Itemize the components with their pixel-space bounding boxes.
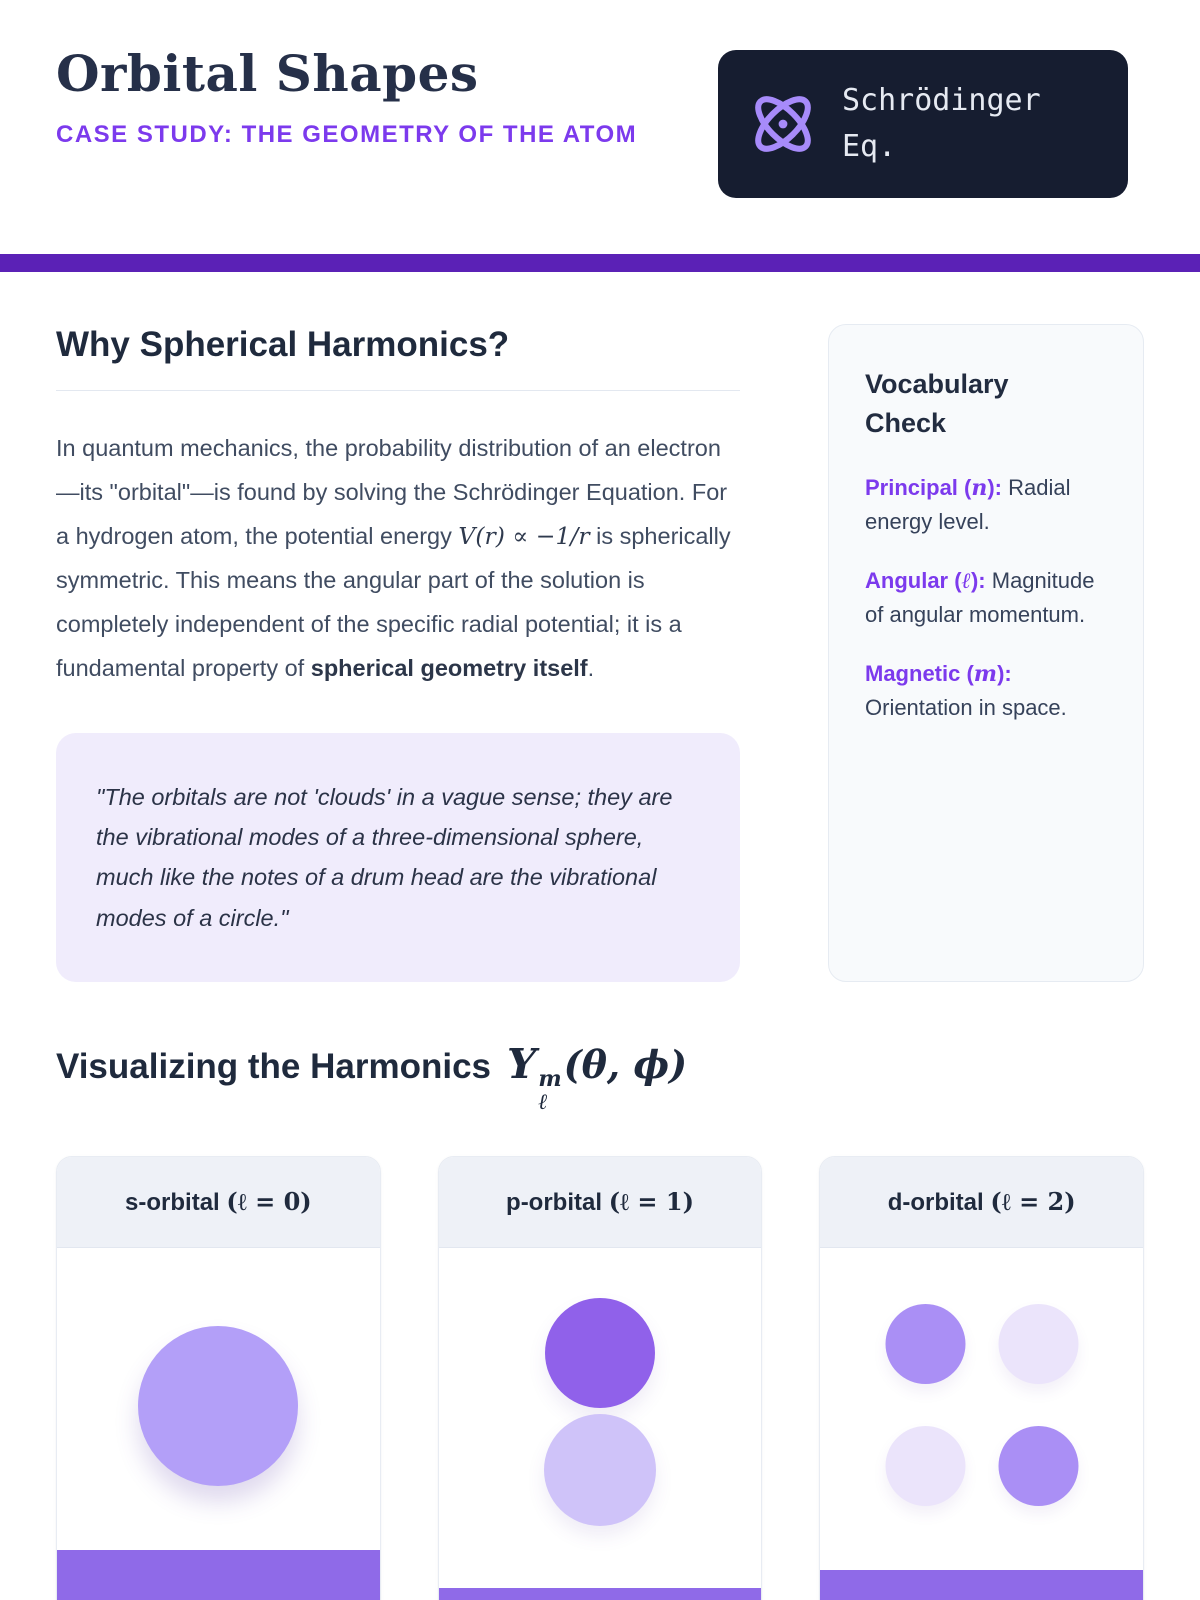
accent-divider-bar <box>0 254 1200 272</box>
section-heading-why-spherical-harmonics: Why Spherical Harmonics? <box>56 325 510 364</box>
card-s-orbital-title: s-orbital (ℓ = 0) <box>57 1157 380 1248</box>
intro-paragraph: In quantum mechanics, the probability distribution of an electron—its "orbital"—is found by solving the Schrödinger Equation. For a hydrogen atom, the potential energy V(r) ∝ −1/r is spherically symmetric. This means the angular part of the solution is completely independent of the specific radial potential; it is a fundamental property of spherical geometry itself. <box>56 435 731 681</box>
symbol-n: n <box>971 475 988 502</box>
vocab-entry-magnetic: Magnetic (m): Orientation in space. <box>865 661 1067 721</box>
card-footer-accent <box>439 1588 762 1600</box>
card-p-orbital-diagram <box>439 1248 762 1600</box>
main-content <box>0 324 1200 982</box>
atom-icon <box>750 91 816 157</box>
quote-block: "The orbitals are not 'clouds' in a vague sense; they are the vibrational modes of a three-dimensional sphere, much like the notes of a drum head are the vibrational modes of a circle." <box>56 733 740 983</box>
d-orbital-lobes <box>885 1304 1078 1506</box>
card-p-orbital <box>438 1156 763 1600</box>
schrodinger-badge <box>718 50 1128 198</box>
card-s-orbital-diagram <box>57 1248 380 1600</box>
vocab-desc: Orientation in space. <box>865 695 1067 721</box>
page-title: Orbital Shapes <box>56 44 479 103</box>
d-orbital-lobe-bottom-left <box>885 1426 965 1506</box>
header <box>0 0 1200 198</box>
section-heading-visualizing <box>0 1040 1200 1116</box>
d-orbital-lobe-top-right <box>998 1304 1078 1384</box>
symbol-l: ℓ <box>961 568 971 595</box>
header-text-block <box>56 44 637 154</box>
card-s-orbital <box>56 1156 381 1600</box>
card-footer-accent <box>820 1570 1143 1600</box>
p-orbital-lobes <box>544 1298 656 1526</box>
card-footer-accent <box>57 1550 380 1600</box>
vocab-entry-principal: Principal (n): Radial energy level. <box>865 475 1071 535</box>
spherical-harmonic-formula: Y m ℓ (θ, ϕ) <box>507 1040 688 1116</box>
vocabulary-card <box>828 324 1144 982</box>
orbital-cards-row <box>0 1156 1200 1600</box>
card-p-orbital-title: p-orbital (ℓ = 1) <box>439 1157 762 1248</box>
card-d-orbital-title: d-orbital (ℓ = 2) <box>820 1157 1143 1248</box>
vocab-desc: Magnitude of angular momentum. <box>865 568 1095 628</box>
d-orbital-lobe-bottom-right <box>998 1426 1078 1506</box>
card-d-orbital-diagram <box>820 1248 1143 1600</box>
vocab-desc: Radial energy level. <box>865 475 1071 535</box>
vocabulary-heading: Vocabulary Check <box>865 369 1009 439</box>
heading-rule <box>56 390 740 391</box>
badge-label: Schrödinger Eq. <box>842 82 1041 164</box>
vocab-entry-angular: Angular (ℓ): Magnitude of angular momentum. <box>865 568 1095 628</box>
page-subtitle: CASE STUDY: THE GEOMETRY OF THE ATOM <box>56 121 638 148</box>
p-orbital-lobe-top <box>545 1298 655 1408</box>
s-orbital-lobe <box>138 1326 298 1486</box>
visualizing-heading-text: Visualizing the Harmonics <box>56 1047 492 1087</box>
card-d-orbital <box>819 1156 1144 1600</box>
symbol-m: m <box>973 661 998 688</box>
d-orbital-lobe-top-left <box>885 1304 965 1384</box>
article-column <box>56 324 740 982</box>
p-orbital-lobe-bottom <box>544 1414 656 1526</box>
